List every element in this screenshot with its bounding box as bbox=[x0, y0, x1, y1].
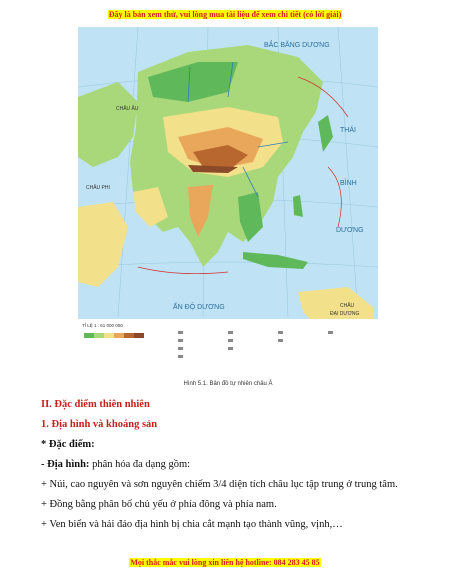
oceania-label-2: ĐẠI DƯƠNG bbox=[330, 311, 360, 317]
arctic-label: BẮC BĂNG DƯƠNG bbox=[264, 42, 330, 49]
oceania-label-1: CHÂU bbox=[340, 303, 355, 309]
section-subheading: 1. Địa hình và khoáng sản bbox=[41, 419, 158, 430]
bullet-2: + Đồng bằng phân bố chủ yếu ở phía đông và phía nam. bbox=[41, 499, 277, 510]
terrain-label: - Địa hình: bbox=[41, 459, 90, 470]
top-banner bbox=[0, 10, 450, 19]
terrain-line bbox=[41, 459, 190, 470]
pacific-label-3: DƯƠNG bbox=[336, 227, 364, 234]
bullet-1: + Núi, cao nguyên và sơn nguyên chiếm 3/4 diện tích châu lục tập trung ở trung tâm. bbox=[41, 479, 398, 490]
pacific-label-1: THÁI bbox=[340, 127, 356, 134]
section-heading: II. Đặc điểm thiên nhiên bbox=[41, 399, 150, 410]
bottom-banner-text: Mọi thắc mắc vui lòng xin liên hệ hotline: 084 283 45 85 bbox=[130, 558, 320, 567]
features-label: * Đặc điểm: bbox=[41, 439, 95, 450]
africa-label: CHÂU PHI bbox=[86, 185, 110, 191]
map-scale: TỈ LỆ 1 : 61 000 000 bbox=[82, 323, 123, 328]
top-banner-text: Đây là bản xem thử, vui lòng mua tài liệu để xem chi tiết (có lời giải) bbox=[108, 10, 342, 19]
elevation-legend bbox=[84, 333, 144, 338]
bullet-3: + Ven biển và hải đảo địa hình bị chia cắt mạnh tạo thành vũng, vịnh,… bbox=[41, 519, 343, 530]
terrain-text: phân hóa đa dạng gồm: bbox=[89, 459, 191, 470]
europe-label: CHÂU ÂU bbox=[116, 106, 139, 112]
indian-ocean-label: ẤN ĐỘ DƯƠNG bbox=[173, 304, 225, 311]
asia-physical-map bbox=[78, 27, 378, 377]
bottom-banner bbox=[0, 558, 450, 567]
pacific-label-2: BÌNH bbox=[340, 180, 357, 187]
map-caption: Hình 5.1. Bản đồ tự nhiên châu Á bbox=[183, 381, 273, 387]
